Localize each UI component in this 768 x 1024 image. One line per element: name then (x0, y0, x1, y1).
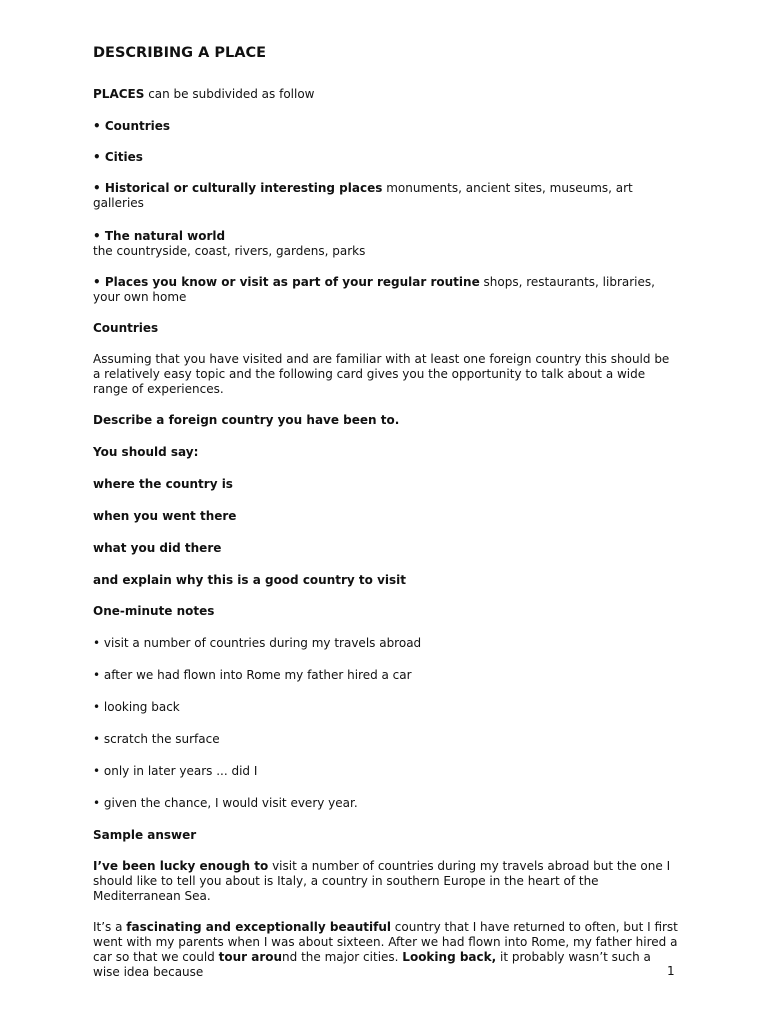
document-page (93, 44, 678, 980)
card-item-text: what you did there (93, 541, 222, 555)
note-item: • given the chance, I would visit every year. (93, 796, 358, 810)
sample-text: country that I have returned to often, but I first went with my parents when I was about sixteen. After we had flown into Rome, my father hired a car so that we could (93, 920, 678, 964)
sample-heading (93, 828, 678, 843)
note-item: • looking back (93, 700, 180, 714)
category-item (93, 181, 678, 211)
category-item (93, 229, 678, 259)
category-text: monuments, ancient sites, museums, art galleries (93, 181, 633, 210)
card-item (93, 509, 678, 524)
card-item (93, 541, 678, 556)
intro-text: can be subdivided as follow (144, 87, 315, 101)
note-item: • visit a number of countries during my travels abroad (93, 636, 422, 650)
section-heading (93, 321, 678, 336)
sample-bold: Looking back, (402, 950, 497, 964)
sample-text: It’s a (93, 920, 127, 934)
category-item (93, 275, 678, 305)
category-label: • Places you know or visit as part of your regular routine (93, 275, 480, 289)
section-text: Assuming that you have visited and are familiar with at least one foreign country this should be a relatively easy topic and the following card gives you the opportunity to talk about a wide range of experiences. (93, 352, 670, 396)
category-label: • Historical or culturally interesting places (93, 181, 383, 195)
card-prompt (93, 413, 678, 428)
card-item-text: when you went there (93, 509, 237, 523)
card-should-say (93, 445, 678, 460)
category-label: • Cities (93, 150, 143, 164)
note-item: • scratch the surface (93, 732, 220, 746)
sample-bold: fascinating and exceptionally beautiful (126, 920, 391, 934)
category-text: shops, restaurants, libraries, your own home (93, 275, 655, 304)
sample-text: it probably wasn’t such a wise idea because (93, 950, 651, 979)
sample-text: nd the major cities. (282, 950, 403, 964)
category-item (93, 150, 678, 165)
page-number: 1 (667, 964, 675, 978)
sample-bold: I’ve been lucky enough to (93, 859, 269, 873)
category-item (93, 119, 678, 134)
note-item: • only in later years ... did I (93, 764, 258, 778)
notes-heading (93, 604, 678, 619)
sample-text: visit a number of countries during my travels abroad but the one I should like to tell you about is Italy, a country in southern Europe in the heart of the Mediterranean Sea. (93, 859, 671, 903)
note-item: • after we had flown into Rome my father hired a car (93, 668, 412, 682)
category-label: • The natural world (93, 229, 226, 243)
sample-heading-text: Sample answer (93, 828, 197, 842)
card-item-text: where the country is (93, 477, 233, 491)
intro-bold: PLACES (93, 87, 145, 101)
document-title: DESCRIBING A PLACE (93, 45, 267, 61)
card-prompt-text: Describe a foreign country you have been to. (93, 413, 400, 427)
card-should-say-text: You should say: (93, 445, 199, 459)
section-heading-text: Countries (93, 321, 159, 335)
card-item (93, 573, 678, 588)
sample-bold: tour arou (218, 950, 283, 964)
notes-heading-text: One-minute notes (93, 604, 215, 618)
intro-line (93, 87, 678, 102)
card-item-text: and explain why this is a good country to visit (93, 573, 407, 587)
sample-paragraph-1 (93, 859, 678, 904)
category-label: • Countries (93, 119, 171, 133)
card-item (93, 477, 678, 492)
sample-paragraph-2 (93, 920, 678, 980)
category-text: the countryside, coast, rivers, gardens, parks (93, 244, 366, 258)
